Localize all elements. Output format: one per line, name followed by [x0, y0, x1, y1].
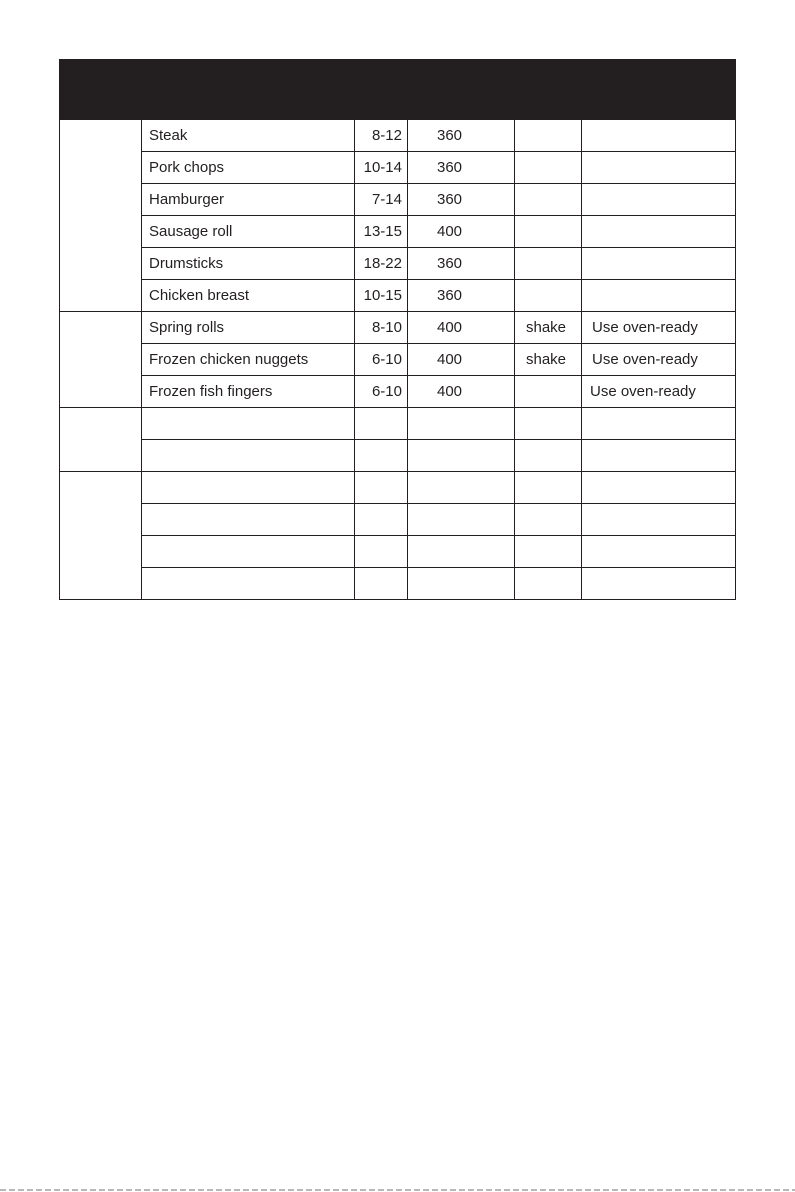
temperature-cell: 400: [408, 216, 515, 248]
cooking-chart-table: [59, 59, 736, 600]
table-row: [60, 440, 736, 472]
tip-cell: [582, 472, 736, 504]
tip-cell: [582, 504, 736, 536]
temperature-cell: [408, 504, 515, 536]
temperature-cell: 400: [408, 312, 515, 344]
tip-cell: [582, 248, 736, 280]
shake-cell: shake: [515, 344, 582, 376]
food-cell: [142, 504, 355, 536]
temperature-cell: [408, 472, 515, 504]
time-cell: 18-22: [355, 248, 408, 280]
temperature-cell: [408, 568, 515, 600]
temperature-cell: 360: [408, 280, 515, 312]
shake-cell: [515, 472, 582, 504]
shake-cell: [515, 568, 582, 600]
tip-cell: Use oven-ready: [582, 344, 736, 376]
time-cell: 8-12: [355, 120, 408, 152]
table-row: [60, 216, 736, 248]
time-cell: 10-14: [355, 152, 408, 184]
temperature-cell: 360: [408, 152, 515, 184]
food-cell: [142, 568, 355, 600]
table-row: [60, 472, 736, 504]
shake-cell: [515, 280, 582, 312]
header-cell-tip: [582, 60, 736, 120]
tip-cell: [582, 184, 736, 216]
time-cell: [355, 472, 408, 504]
tip-cell: [582, 216, 736, 248]
time-cell: 6-10: [355, 376, 408, 408]
shake-cell: [515, 376, 582, 408]
header-cell-temperature: [408, 60, 515, 120]
category-cell: [60, 472, 142, 600]
scan-edge-artifact: [0, 1189, 795, 1191]
time-cell: 10-15: [355, 280, 408, 312]
time-cell: [355, 536, 408, 568]
table-row: [60, 152, 736, 184]
table-row: [60, 408, 736, 440]
food-cell: [142, 440, 355, 472]
shake-cell: [515, 216, 582, 248]
header-cell-shake: [515, 60, 582, 120]
table-row: [60, 280, 736, 312]
temperature-cell: [408, 440, 515, 472]
shake-cell: [515, 504, 582, 536]
time-cell: 6-10: [355, 344, 408, 376]
table-row: [60, 568, 736, 600]
shake-cell: [515, 248, 582, 280]
tip-cell: [582, 280, 736, 312]
time-cell: [355, 408, 408, 440]
time-cell: [355, 568, 408, 600]
table-row: [60, 120, 736, 152]
table-row: [60, 504, 736, 536]
temperature-cell: 400: [408, 344, 515, 376]
tip-cell: Use oven-ready: [582, 376, 736, 408]
food-cell: Frozen fish fingers: [142, 376, 355, 408]
tip-cell: [582, 536, 736, 568]
shake-cell: [515, 184, 582, 216]
time-cell: 8-10: [355, 312, 408, 344]
food-cell: Chicken breast: [142, 280, 355, 312]
header-cell-time: [355, 60, 408, 120]
tip-cell: [582, 408, 736, 440]
temperature-cell: [408, 408, 515, 440]
food-cell: Drumsticks: [142, 248, 355, 280]
shake-cell: [515, 152, 582, 184]
food-cell: Pork chops: [142, 152, 355, 184]
shake-cell: [515, 440, 582, 472]
time-cell: 13-15: [355, 216, 408, 248]
table-row: [60, 248, 736, 280]
food-cell: Sausage roll: [142, 216, 355, 248]
header-cell-food: [142, 60, 355, 120]
temperature-cell: 360: [408, 120, 515, 152]
time-cell: [355, 504, 408, 536]
table-row: [60, 312, 736, 344]
tip-cell: [582, 568, 736, 600]
food-cell: Frozen chicken nuggets: [142, 344, 355, 376]
food-cell: [142, 536, 355, 568]
time-cell: [355, 440, 408, 472]
temperature-cell: 360: [408, 184, 515, 216]
temperature-cell: 360: [408, 248, 515, 280]
table-row: [60, 536, 736, 568]
shake-cell: [515, 120, 582, 152]
shake-cell: [515, 408, 582, 440]
table-row: [60, 344, 736, 376]
tip-cell: [582, 440, 736, 472]
shake-cell: [515, 536, 582, 568]
category-cell: [60, 312, 142, 408]
category-cell: [60, 408, 142, 472]
table-header-row: [60, 60, 736, 120]
shake-cell: shake: [515, 312, 582, 344]
food-cell: Spring rolls: [142, 312, 355, 344]
temperature-cell: [408, 536, 515, 568]
food-cell: Hamburger: [142, 184, 355, 216]
temperature-cell: 400: [408, 376, 515, 408]
table-row: [60, 184, 736, 216]
food-cell: [142, 408, 355, 440]
tip-cell: [582, 152, 736, 184]
time-cell: 7-14: [355, 184, 408, 216]
tip-cell: [582, 120, 736, 152]
category-cell: [60, 120, 142, 312]
tip-cell: Use oven-ready: [582, 312, 736, 344]
table-row: [60, 376, 736, 408]
food-cell: [142, 472, 355, 504]
header-cell-category: [60, 60, 142, 120]
food-cell: Steak: [142, 120, 355, 152]
